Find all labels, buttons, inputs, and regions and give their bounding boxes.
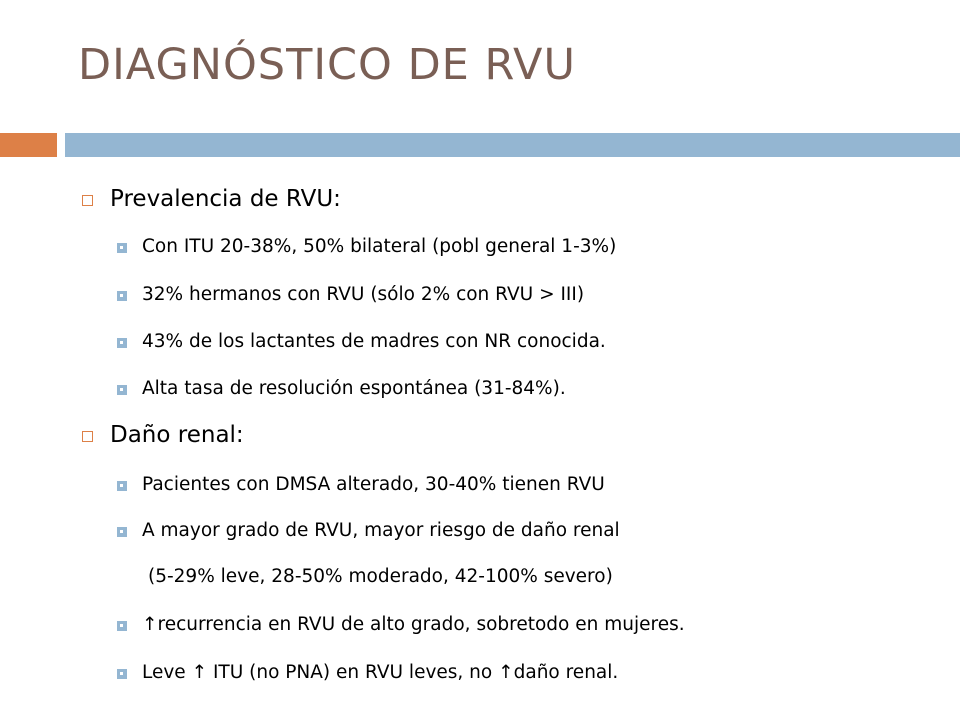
list-item-text: 32% hermanos con RVU (sólo 2% con RVU > III): [142, 284, 585, 305]
list-item: [117, 614, 685, 635]
list-item: [117, 520, 620, 541]
list-item-text: Leve ↑ ITU (no PNA) en RVU leves, no ↑daño renal.: [142, 662, 619, 683]
list-item-continuation: (5-29% leve, 28-50% moderado, 42-100% severo): [148, 566, 613, 587]
filled-square-icon: [117, 291, 127, 301]
list-item: [117, 284, 584, 305]
list-item-text: A mayor grado de RVU, mayor riesgo de daño renal: [142, 520, 620, 541]
filled-square-icon: [117, 621, 127, 631]
filled-square-icon: [117, 338, 127, 348]
list-item-text: 43% de los lactantes de madres con NR conocida.: [142, 331, 606, 352]
section-heading-prevalencia: [82, 186, 341, 212]
section-heading-label: Prevalencia de RVU:: [110, 186, 341, 212]
hollow-square-icon: [82, 431, 93, 442]
list-item: [117, 662, 618, 683]
list-item: [117, 331, 606, 352]
filled-square-icon: [117, 527, 127, 537]
filled-square-icon: [117, 481, 127, 491]
list-item: [117, 474, 605, 495]
list-item: [117, 378, 566, 399]
filled-square-icon: [117, 243, 127, 253]
list-item-text: Pacientes con DMSA alterado, 30-40% tienen RVU: [142, 474, 605, 495]
section-heading-label: Daño renal:: [110, 422, 244, 448]
list-item-text: Alta tasa de resolución espontánea (31-84%).: [142, 378, 566, 399]
list-item: [117, 236, 616, 257]
section-heading-dano-renal: [82, 422, 244, 448]
list-item-text: Con ITU 20-38%, 50% bilateral (pobl general 1-3%): [142, 236, 617, 257]
filled-square-icon: [117, 385, 127, 395]
list-item-text: ↑recurrencia en RVU de alto grado, sobretodo en mujeres.: [142, 614, 685, 635]
slide-title: DIAGNÓSTICO DE RVU: [78, 40, 576, 90]
hollow-square-icon: [82, 195, 93, 206]
filled-square-icon: [117, 669, 127, 679]
